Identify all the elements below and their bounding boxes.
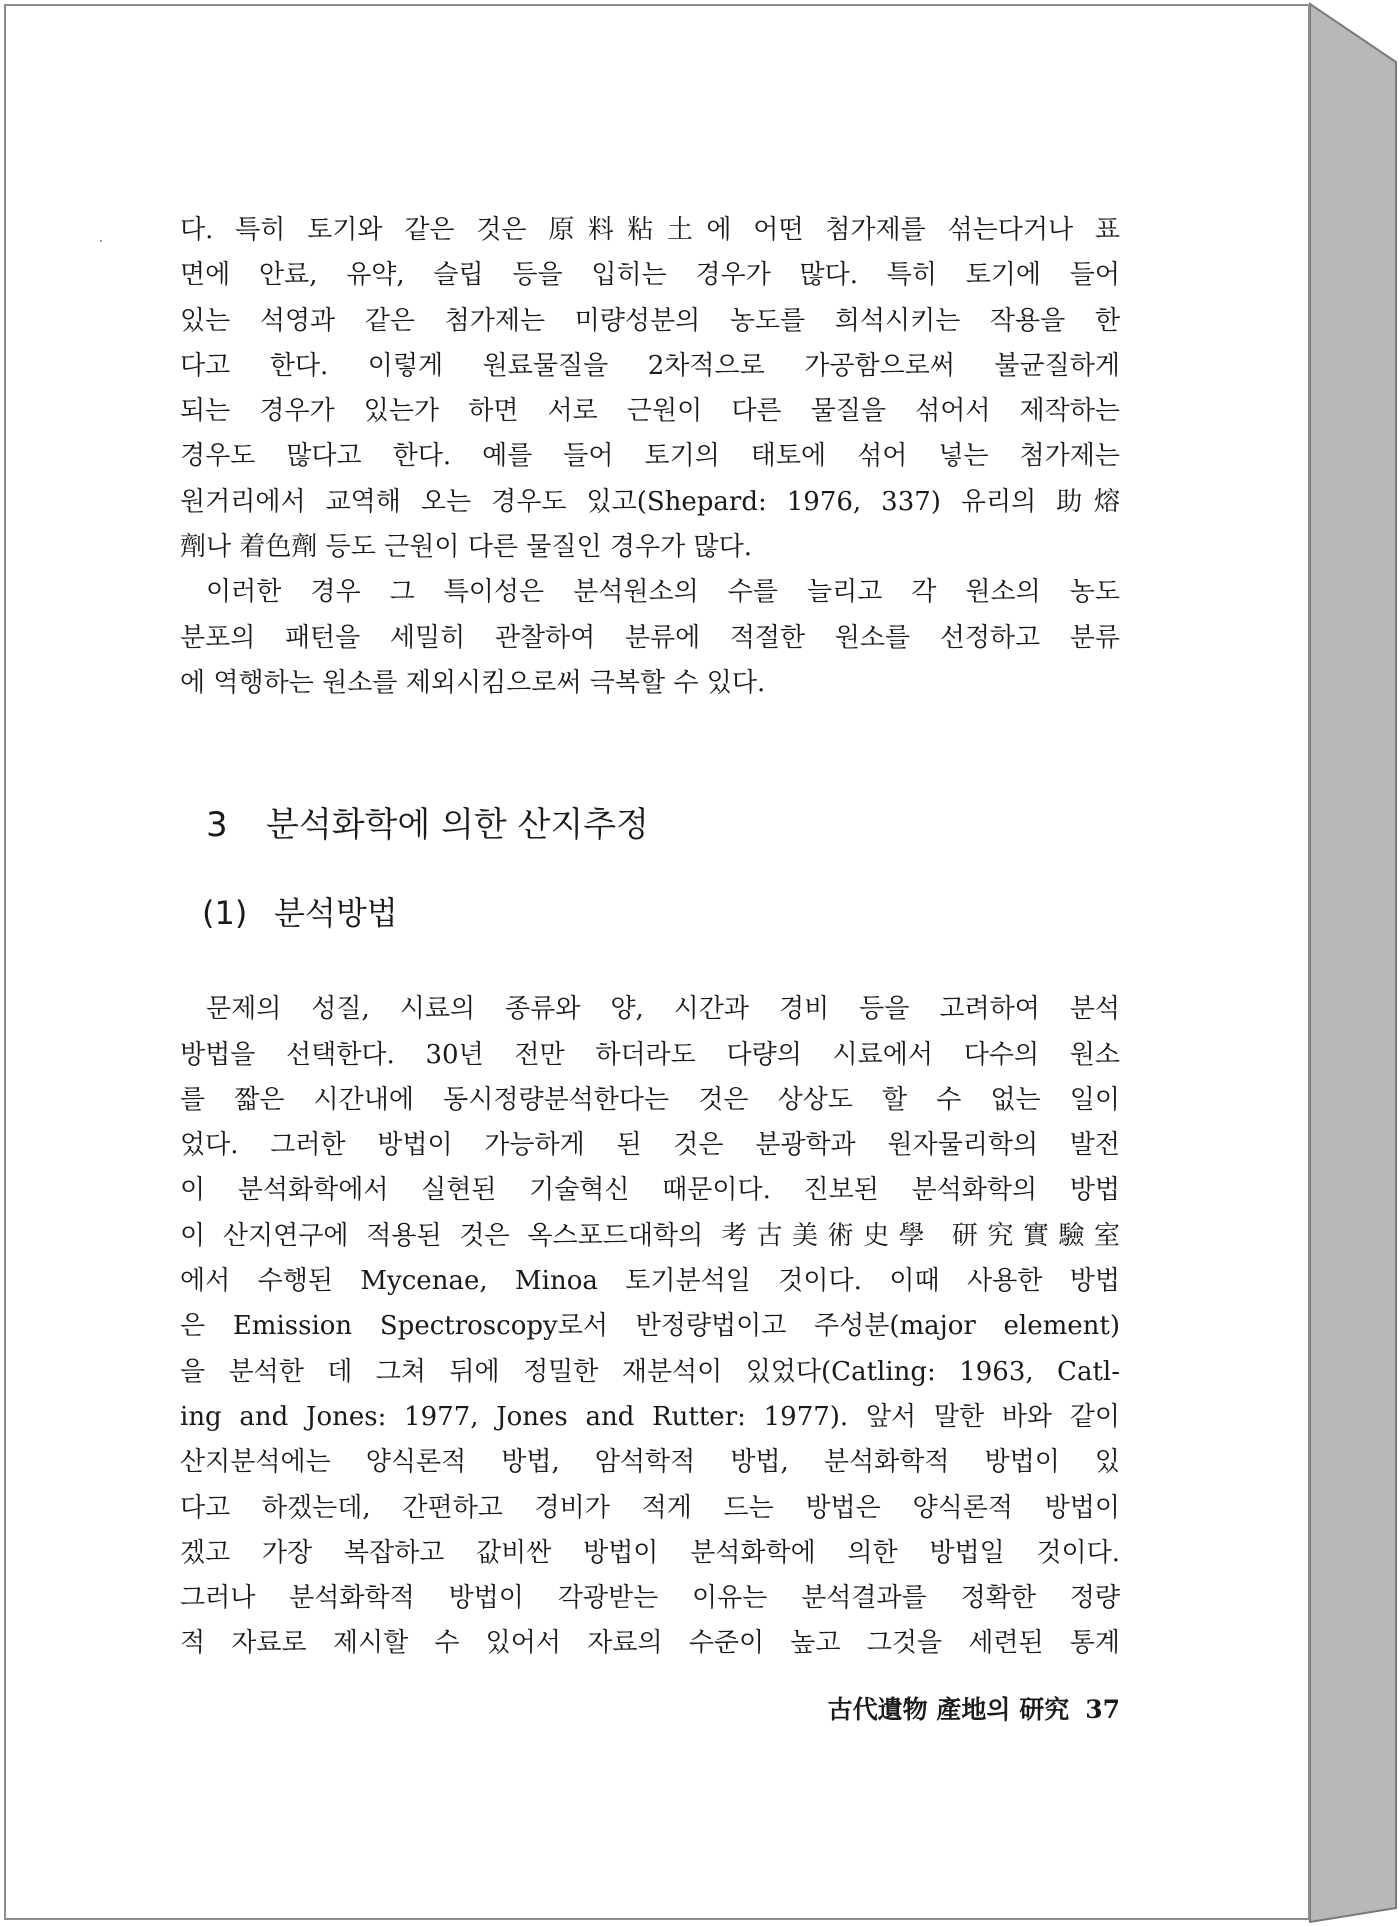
text-line: 를 짧은 시간내에 동시정량분석한다는 것은 상상도 할 수 없는 일이 [180, 1084, 1120, 1115]
paragraph-2 [180, 570, 1120, 706]
text-line: 방법을 선택한다. 30년 전만 하더라도 다량의 시료에서 다수의 원소 [180, 1039, 1120, 1070]
running-title: 古代遺物 產地의 研究 [827, 1695, 1070, 1724]
text-line: 劑나 着色劑 등도 근원이 다른 물질인 경우가 많다. [180, 532, 752, 563]
text-line: ing and Jones: 1977, Jones and Rutter: 1977). 앞서 말한 바와 같이 [180, 1401, 1120, 1432]
text-line: 다고 하겠는데, 간편하고 경비가 적게 드는 방법은 양식론적 방법이 [180, 1492, 1120, 1523]
text-line: 이 산지연구에 적용된 것은 옥스포드대학의 考古美術史學 研究實驗室 [180, 1220, 1120, 1251]
section-heading [206, 803, 1120, 847]
text-line: 이러한 경우 그 특이성은 분석원소의 수를 늘리고 각 원소의 농도 [206, 577, 1120, 608]
text-line: 면에 안료, 유약, 슬립 등을 입히는 경우가 많다. 특히 토기에 들어 [180, 260, 1120, 291]
text-line: 문제의 성질, 시료의 종류와 양, 시간과 경비 등을 고려하여 분석 [206, 994, 1120, 1025]
text-line: 을 분석한 데 그쳐 뒤에 정밀한 재분석이 있었다(Catling: 1963, Catl- [180, 1356, 1120, 1387]
scan-speck [100, 240, 102, 242]
text-line: 적 자료로 제시할 수 있어서 자료의 수준이 높고 그것을 세련된 통계 [180, 1628, 1120, 1659]
section-title: 분석화학에 의한 산지추정 [266, 805, 649, 846]
text-line: 겠고 가장 복잡하고 값비싼 방법이 분석화학에 의한 방법일 것이다. [180, 1537, 1120, 1568]
text-line: 원거리에서 교역해 오는 경우도 있고(Shepard: 1976, 337) 유리의 助熔 [180, 486, 1120, 517]
subsection-number: (1) [202, 894, 248, 933]
paragraph-3 [180, 987, 1120, 1666]
section-number: 3 [206, 805, 228, 846]
text-line: 그러나 분석화학적 방법이 각광받는 이유는 분석결과를 정확한 정량 [180, 1583, 1120, 1614]
text-line: 에 역행하는 원소를 제외시킴으로써 극복할 수 있다. [180, 667, 766, 698]
text-line: 이 분석화학에서 실현된 기술혁신 때문이다. 진보된 분석화학의 방법 [180, 1175, 1120, 1206]
text-line: 경우도 많다고 한다. 예를 들어 토기의 태토에 섞어 넣는 첨가제는 [180, 441, 1120, 472]
text-line: 되는 경우가 있는가 하면 서로 근원이 다른 물질을 섞어서 제작하는 [180, 396, 1120, 427]
subsection-title: 분석방법 [274, 894, 398, 933]
page-number: 37 [1085, 1695, 1120, 1724]
text-line: 은 Emission Spectroscopy로서 반정량법이고 주성분(major element) [180, 1311, 1120, 1342]
text-line: 분포의 패턴을 세밀히 관찰하여 분류에 적절한 원소를 선정하고 분류 [180, 622, 1120, 653]
subsection-heading [202, 891, 1120, 935]
text-line: 었다. 그러한 방법이 가능하게 된 것은 분광학과 원자물리학의 발전 [180, 1130, 1120, 1161]
text-line: 다고 한다. 이렇게 원료물질을 2차적으로 가공함으로써 불균질하게 [180, 350, 1120, 381]
text-line: 에서 수행된 Mycenae, Minoa 토기분석일 것이다. 이때 사용한 방법 [180, 1266, 1120, 1297]
text-line: 있는 석영과 같은 첨가제는 미량성분의 농도를 희석시키는 작용을 한 [180, 305, 1120, 336]
page-footer [180, 1690, 1120, 1726]
page-body [180, 208, 1120, 1667]
text-line: 다. 특히 토기와 같은 것은 原料粘土에 어떤 첨가제를 섞는다거나 표 [180, 215, 1120, 245]
text-line: 산지분석에는 양식론적 방법, 암석학적 방법, 분석화학적 방법이 있 [180, 1447, 1120, 1478]
paragraph-1 [180, 208, 1120, 570]
